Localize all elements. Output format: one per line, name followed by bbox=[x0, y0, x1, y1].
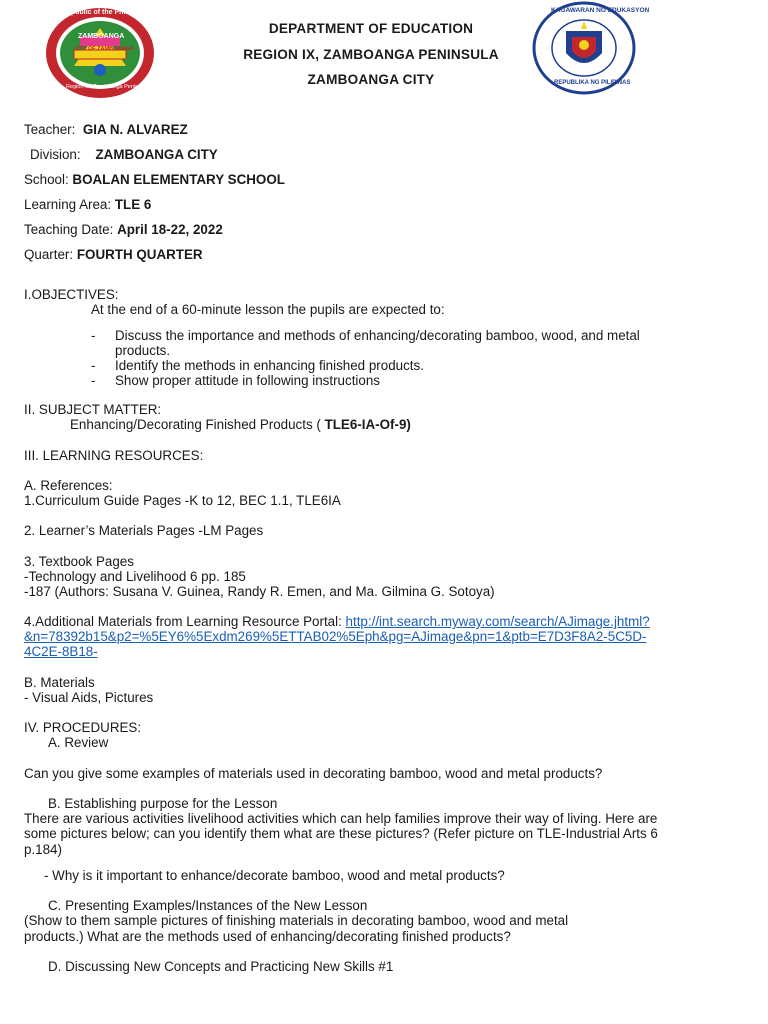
procedure-purpose-text: There are various activities livelihood activities which can help families improve their way of living. Here are bbox=[24, 811, 658, 826]
reference-textbook-line: -Technology and Livelihood 6 pp. 185 bbox=[24, 569, 246, 584]
procedure-purpose-text: some pictures below; can you identify them what are these pictures? (Refer picture on TLE-Industrial Arts 6 bbox=[24, 826, 658, 841]
materials-value: - Visual Aids, Pictures bbox=[24, 690, 154, 705]
left-logo-text-bottom: Region IX, Zamboanga Peninsula bbox=[66, 84, 149, 90]
quarter-row bbox=[24, 247, 203, 262]
procedure-examples-text: products.) What are the methods used of enhancing/decorating finished products? bbox=[24, 929, 511, 944]
objective-item-continued: products. bbox=[115, 343, 171, 358]
objective-item: Show proper attitude in following instructions bbox=[115, 373, 380, 388]
right-logo-text-top: KAGAWARAN NG EDUKASYON bbox=[551, 7, 650, 14]
procedure-new-concepts-heading: D. Discussing New Concepts and Practicing New Skills #1 bbox=[48, 959, 394, 974]
learning-area-row bbox=[24, 197, 151, 212]
right-logo-text-bottom: REPUBLIKA NG PILIPINAS bbox=[554, 80, 631, 86]
teacher-label: Teacher: bbox=[24, 122, 76, 137]
bullet-dash: - bbox=[91, 328, 96, 343]
teaching-date-value: April 18-22, 2022 bbox=[117, 222, 223, 237]
school-row bbox=[24, 172, 285, 187]
procedure-review-question: Can you give some examples of materials used in decorating bamboo, wood and metal products? bbox=[24, 766, 603, 781]
procedure-purpose-text: p.184) bbox=[24, 842, 62, 857]
left-logo-banner-1: ZAMBOANGA bbox=[78, 33, 125, 40]
procedure-examples-text: (Show to them sample pictures of finishing materials in decorating bamboo, wood and metal bbox=[24, 913, 569, 928]
quarter-value: FOURTH QUARTER bbox=[76, 247, 203, 262]
division-value: ZAMBOANGA CITY bbox=[95, 147, 218, 162]
quarter-label: Quarter: bbox=[24, 247, 74, 262]
reference-curriculum-guide: 1.Curriculum Guide Pages -K to 12, BEC 1.1, TLE6IA bbox=[24, 493, 341, 508]
subject-code: TLE6-IA-Of-9) bbox=[324, 417, 411, 432]
objective-item: Identify the methods in enhancing finished products. bbox=[115, 358, 424, 373]
reference-additional-materials bbox=[24, 614, 650, 629]
resource-portal-link-end[interactable]: 4C2E-8B18- bbox=[24, 644, 98, 659]
division-row bbox=[30, 147, 218, 162]
division-label: Division: bbox=[30, 147, 81, 162]
subject-topic: Enhancing/Decorating Finished Products ( bbox=[70, 417, 325, 432]
procedures-heading: IV. PROCEDURES: bbox=[24, 720, 142, 735]
reference-textbook-heading: 3. Textbook Pages bbox=[24, 554, 134, 569]
procedure-review-heading: A. Review bbox=[48, 735, 109, 750]
objectives-intro: At the end of a 60-minute lesson the pupils are expected to: bbox=[91, 302, 445, 317]
references-heading: A. References: bbox=[24, 478, 113, 493]
header-city: ZAMBOANGA CITY bbox=[307, 72, 435, 87]
procedure-examples-heading: C. Presenting Examples/Instances of the New Lesson bbox=[48, 898, 368, 913]
reference-learners-materials: 2. Learner’s Materials Pages -LM Pages bbox=[24, 523, 264, 538]
subject-topic-row bbox=[70, 417, 411, 432]
bullet-dash: - bbox=[91, 358, 96, 373]
reference-textbook-authors: -187 (Authors: Susana V. Guinea, Randy R. Emen, and Ma. Gilmina G. Sotoya) bbox=[24, 584, 495, 599]
resources-heading: III. LEARNING RESOURCES: bbox=[24, 448, 204, 463]
materials-heading: B. Materials bbox=[24, 675, 95, 690]
teacher-row bbox=[24, 122, 188, 137]
school-value: BOALAN ELEMENTARY SCHOOL bbox=[72, 172, 285, 187]
procedure-purpose-question: - Why is it important to enhance/decorate bamboo, wood and metal products? bbox=[44, 868, 505, 883]
teaching-date-label: Teaching Date: bbox=[24, 222, 114, 237]
resource-portal-link-continued[interactable]: &n=78392b15&p2=%5EY6%5Exdm269%5ETTAB02%5Eph&pg=AJimage&pn=1&ptb=E7D3F8A2-5C5D- bbox=[24, 629, 647, 644]
objectives-heading: I.OBJECTIVES: bbox=[24, 287, 119, 302]
procedure-purpose-heading: B. Establishing purpose for the Lesson bbox=[48, 796, 278, 811]
resource-portal-link[interactable]: http://int.search.myway.com/search/AJimage.jhtml? bbox=[345, 614, 650, 629]
subject-heading: II. SUBJECT MATTER: bbox=[24, 402, 162, 417]
additional-materials-label: 4.Additional Materials from Learning Resource Portal: bbox=[24, 614, 346, 629]
header-department: DEPARTMENT OF EDUCATION bbox=[268, 21, 474, 36]
school-label: School: bbox=[24, 172, 69, 187]
teacher-value: GIA N. ALVAREZ bbox=[82, 122, 188, 137]
teaching-date-row bbox=[24, 222, 223, 237]
objective-item: Discuss the importance and methods of enhancing/decorating bamboo, wood, and metal bbox=[115, 328, 640, 343]
left-logo-text-top: Republic of the Philippines bbox=[62, 9, 152, 16]
learning-area-label: Learning Area: bbox=[24, 197, 112, 212]
bullet-dash: - bbox=[91, 373, 96, 388]
left-logo-banner-2: CITY OF ZAMBOANGA bbox=[74, 46, 134, 52]
header-region: REGION IX, ZAMBOANGA PENINSULA bbox=[243, 47, 499, 62]
learning-area-value: TLE 6 bbox=[114, 197, 152, 212]
